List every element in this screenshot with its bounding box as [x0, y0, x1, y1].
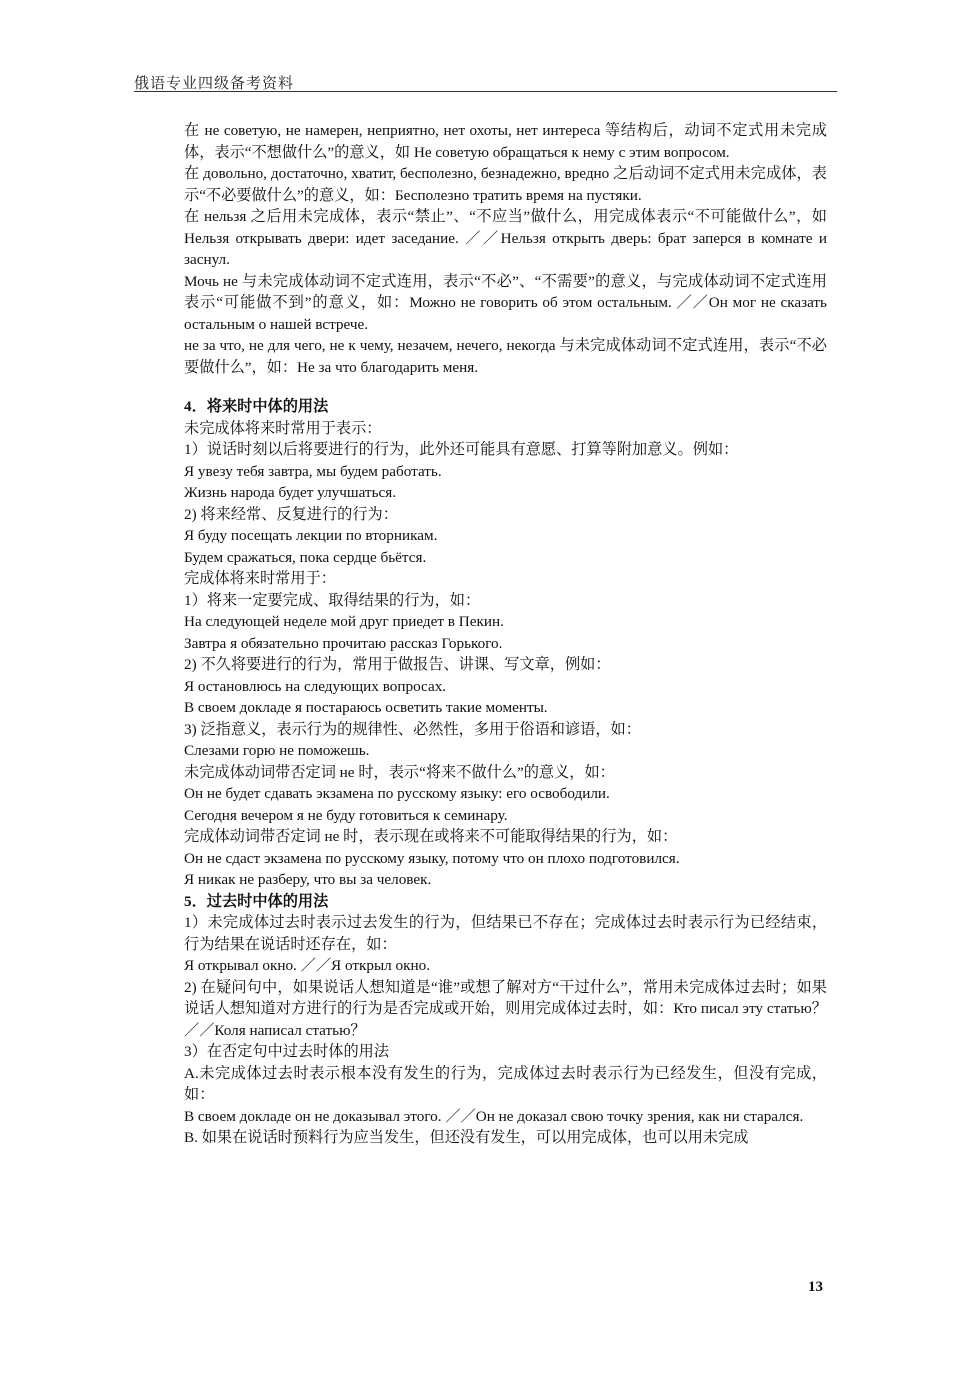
paragraph: В своем докладе я постараюсь осветить такие моменты. — [184, 699, 548, 716]
paragraph: 完成体动词带否定词 не 时，表示现在或将来不可能取得结果的行为，如： — [184, 828, 678, 845]
paragraph-spacer — [184, 378, 827, 396]
paragraph: Жизнь народа будет улучшаться. — [184, 484, 397, 501]
paragraph: На следующей неделе мой друг приедет в Пекин. — [184, 613, 504, 630]
paragraph: 完成体将来时常用于： — [184, 570, 336, 587]
paragraph: Он не будет сдавать экзамена по русскому языку: его освободили. — [184, 785, 610, 802]
paragraph: Я никак не разберу, что вы за человек. — [184, 871, 432, 888]
paragraph: B. 如果在说话时预料行为应当发生，但还没有发生，可以用完成体，也可以用未完成 — [184, 1129, 749, 1146]
page-body — [184, 120, 827, 1149]
paragraph: Мочь не 与未完成体动词不定式连用，表示“不必”、“不需要”的意义，与完成体动词不定式连用表示“可能做不到”的意义，如：Можно не говорить об этом остальным. ／／Он мог не сказать остальным о нашей встрече. — [184, 272, 827, 333]
paragraph: 3) 泛指意义，表示行为的规律性、必然性，多用于俗语和谚语，如： — [184, 720, 641, 738]
section-heading: 4．将来时中体的用法 — [184, 398, 329, 415]
paragraph: Я остановлюсь на следующих вопросах. — [184, 677, 447, 695]
paragraph: 1）说话时刻以后将要进行的行为，此外还可能具有意愿、打算等附加意义。例如： — [184, 441, 739, 458]
paragraph: 2) 将来经常、反复进行的行为： — [184, 505, 398, 523]
paragraph: 未完成体将来时常用于表示： — [184, 419, 382, 437]
paragraph: A.未完成体过去时表示根本没有发生的行为，完成体过去时表示行为已经发生，但没有完成，如： — [184, 1064, 827, 1103]
header-divider — [134, 91, 837, 92]
paragraph: 3）在否定句中过去时体的用法 — [184, 1043, 390, 1060]
paragraph: 在 нельзя 之后用未完成体，表示“禁止”、“不应当”做什么，用完成体表示“不可能做什么”，如 Нельзя открывать двери: идет заседание. ／／Нельзя открыть дверь: брат заперся в комнате и заснул. — [184, 208, 827, 268]
page-header-title: 俄语专业四级备考资料 — [134, 76, 295, 92]
paragraph: 1）将来一定要完成、取得结果的行为，如： — [184, 591, 481, 609]
paragraph: 2) 不久将要进行的行为，常用于做报告、讲课、写文章，例如： — [184, 656, 611, 673]
paragraph: Он не сдаст экзамена по русскому языку, потому что он плохо подготовился. — [184, 849, 680, 867]
paragraph: Я увезу тебя завтра, мы будем работать. — [184, 462, 442, 480]
paragraph: Сегодня вечером я не буду готовиться к семинару. — [184, 806, 508, 824]
paragraph: 未完成体动词带否定词 не 时，表示“将来不做什么”的意义，如： — [184, 763, 615, 781]
paragraph: 1）未完成体过去时表示过去发生的行为，但结果已不存在；完成体过去时表示行为已经结束，行为结果在说话时还存在，如： — [184, 914, 827, 953]
paragraph: Я буду посещать лекции по вторникам. — [184, 527, 438, 544]
section-heading: 5．过去时中体的用法 — [184, 892, 329, 910]
page-number: 13 — [808, 1279, 823, 1295]
paragraph: Будем сражаться, пока сердце бьётся. — [184, 548, 427, 566]
paragraph: не за что, не для чего, не к чему, незачем, нечего, некогда 与未完成体动词不定式连用，表示“不必要做什么”，如：Не за что благодарить меня. — [184, 337, 827, 376]
paragraph: 在 не советую, не намерен, неприятно, нет охоты, нет интереса 等结构后，动词不定式用未完成体，表示“不想做什么”的意义，如 Не советую обращаться к нему с этим вопросом. — [184, 122, 827, 161]
paragraph: 在 довольно, достаточно, хватит, бесполезно, безнадежно, вредно 之后动词不定式用未完成体，表示“不必要做什么”的意义，如：Бесполезно тратить время на пустяки. — [184, 165, 827, 204]
paragraph: Завтра я обязательно прочитаю рассказ Горького. — [184, 634, 503, 652]
paragraph: 2) 在疑问句中，如果说话人想知道是“谁”或想了解对方“干过什么”，常用未完成体过去时；如果说话人想知道对方进行的行为是否完成或开始，则用完成体过去时，如：Кто писал эту статью？ ／／Коля написал статью？ — [184, 978, 827, 1039]
paragraph: Слезами горю не поможешь. — [184, 742, 370, 759]
paragraph: В своем докладе он не доказывал этого. ／／Он не доказал свою точку зрения, как ни старался. — [184, 1107, 804, 1125]
paragraph: Я открывал окно. ／／Я открыл окно. — [184, 957, 431, 974]
